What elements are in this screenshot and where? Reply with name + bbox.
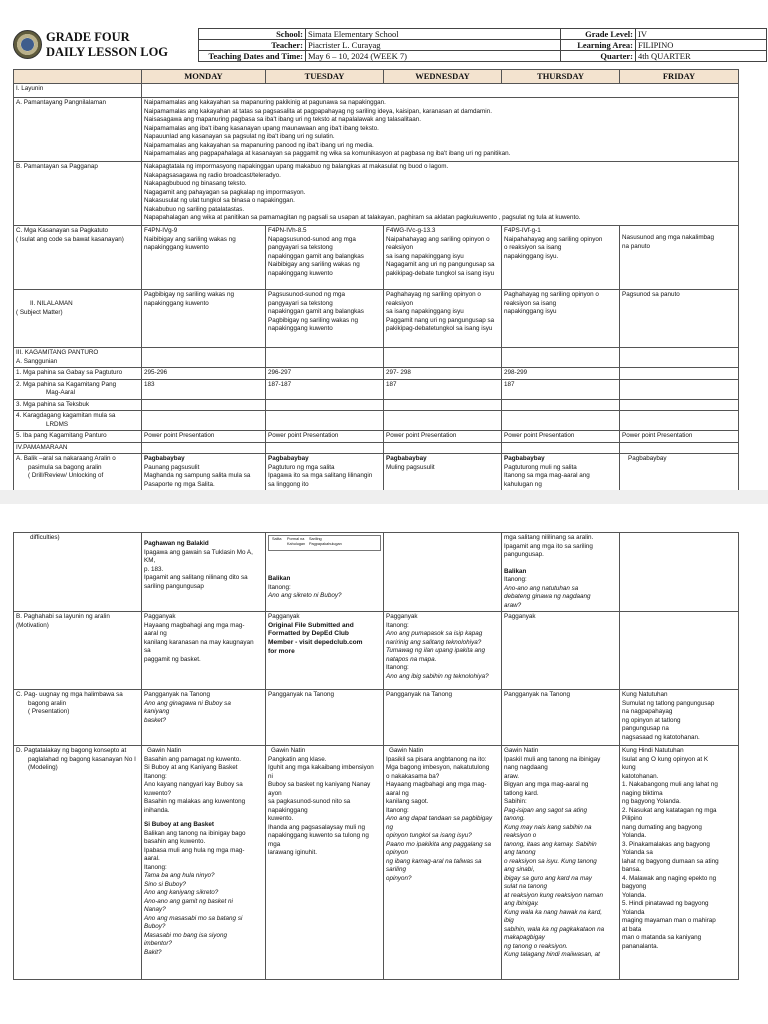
page-one (0, 0, 768, 490)
title-dll: DAILY LESSON LOG (46, 45, 169, 59)
nilalaman-friday: Pagsunod sa panuto (620, 290, 739, 348)
row-pamamaraan (14, 442, 739, 454)
row-teksbuk (14, 399, 739, 411)
page-two (0, 504, 768, 1024)
dates-value: May 6 – 10, 2024 (WEEK 7) (306, 51, 561, 62)
nilalaman-thursday: Paghahayag ng sariling opinyon o reaksiyon sa isang napakinggang isyu (502, 290, 620, 348)
page-gap (0, 490, 768, 504)
kasanayan-monday: F4PN-IVg-9 Naibibigay ang sariling wakas ng napakinggang kuwento (142, 226, 266, 290)
gabay-wednesday: 297- 298 (384, 368, 502, 380)
kasanayan-tuesday: F4PN-IVh-8.5 Napagsusunod-sunod ang mga pangyayari sa tekstong napakinggan gamit ang balangkas Naibibigay ang sariling wakas ng napakinggang kuwento (266, 226, 384, 290)
teacher-label: Teacher: (199, 40, 306, 51)
paghahabi-tuesday: Pagganyak Original File Submitted and Formatted by DepEd Club Member - visit depedclub.com for more (266, 612, 384, 690)
teacher-value: Piacrister L. Curayag (306, 40, 561, 51)
row-kagamitan (14, 348, 739, 368)
kagamitan-label: III. KAGAMITANG PANTURO A. Sanggunian (14, 348, 142, 368)
kasanayan-thursday: F4PS-IVf-g-1 Naipahahayag ang sariling opinyon o reaksiyon sa isang napakinggang isyu. (502, 226, 620, 290)
magaaral-monday: 183 (142, 379, 266, 399)
pagtatalakay-label: D. Pagtatalakay ng bagong konsepto at paglalahad ng bagong kasanayan No I (Modeling) (14, 746, 142, 980)
school-label: School: (199, 29, 306, 40)
row-kasanayan (14, 226, 739, 290)
karagdagang-label: 4. Karagdagang kagamitan mula sa LRDMS (14, 411, 142, 431)
pagtatalakay-tuesday: Gawin Natin Pangkatin ang klase. Iguhit ang mga kakaibang imbensiyon ni Buboy sa basket ng kaniyang Nanay ayon sa pagkasunod-sunod nito sa napakinggang kuwento. Ihanda ang pagsasalaysay muli ng napakinggang kuwento sa tulong ng mga larawang iginuhit. (266, 746, 384, 980)
gabay-friday (620, 368, 739, 380)
iba-monday: Power point Presentation (142, 431, 266, 443)
row-pagganap (14, 162, 739, 226)
gabay-tuesday: 296-297 (266, 368, 384, 380)
row-magaaral (14, 379, 739, 399)
row-pagtatalakay (14, 746, 739, 980)
day-wednesday: WEDNESDAY (384, 70, 502, 84)
paghahabi-monday: Pagganyak Hayaang magbahagi ang mga mag- aaral ng kanilang karanasan na may kaugnayan sa paggamit ng basket. (142, 612, 266, 690)
day-header-row (14, 70, 739, 84)
day-monday: MONDAY (142, 70, 266, 84)
nilalaman-label: II. NILALAMAN ( Subject Matter) (14, 290, 142, 348)
paghahabi-label: B. Paghahabi sa layunin ng aralin (Motivation) (14, 612, 142, 690)
teksbuk-label: 3. Mga pahina sa Teksbuk (14, 399, 142, 411)
pagganap-label: B. Pamantayan sa Pagganap (14, 162, 142, 226)
row-karagdagang (14, 411, 739, 431)
magaaral-tuesday: 187-187 (266, 379, 384, 399)
balik-thursday-cont: mga salitang nililinang sa aralin. Ipagamit ang mga ito sa sariling pangungusap. Balikan Itanong: Ano-ano ang natutuhan sa debateng ginawa ng nagdaang araw? (502, 533, 620, 612)
area-label: Learning Area: (561, 40, 636, 51)
corner-cell (14, 70, 142, 84)
nilalaman-monday: Pagbibigay ng sariling wakas ng napakinggang kuwento (142, 290, 266, 348)
kasanayan-label: C. Mga Kasanayan sa Pagkatuto ( Isulat ang code sa bawat kasanayan) (14, 226, 142, 290)
balik-monday: Pagbabaybay Paunang pagsusulit Maghanda ng sampung salita mula sa Pasaporte ng mga Salita. (142, 454, 266, 498)
magaaral-friday (620, 379, 739, 399)
row-layunin (14, 84, 739, 98)
pangnilalaman-label: A. Pamantayang Pangnilalaman (14, 98, 142, 162)
kasanayan-friday: Nasusunod ang mga nakalimbag na panuto (620, 226, 739, 290)
balik-wednesday: Pagbabaybay Muling pagsusulit (384, 454, 502, 498)
pamamaraan-label: IV.PAMAMARAAN (14, 442, 142, 454)
pagugnay-friday: Kung Natutuhan Sumulat ng tatlong pangungusap na nagpapahayag ng opinyon at tatlong pangungusap na nagsasaad ng katotohanan. (620, 690, 739, 746)
row-pangnilalaman (14, 98, 739, 162)
meta-table (198, 28, 767, 62)
iba-wednesday: Power point Presentation (384, 431, 502, 443)
pagtatalakay-friday: Kung Hindi Natutuhan Isulat ang O kung opinyon at K kung katotohanan. 1. Nakabangong muli ang lahat ng naging biktima ng bagyong Yolanda. 2. Nasukat ang katatagan ng mga Pilipino nang dumating ang bagyong Yolanda. 3. Pinakamalakas ang bagyong Yolanda sa lahat ng bagyong dumaan sa ating bansa. 4. Malawak ang naging epekto ng bagyong Yolanda. 5. Hindi pinatawad ng bagyong Yolanda maging mayaman man o mahirap at bata man o matanda sa kaniyang pananalanta. (620, 746, 739, 980)
iba-tuesday: Power point Presentation (266, 431, 384, 443)
layunin-label: I. Layunin (14, 84, 142, 98)
pagganap-text: Nakapagtatala ng impormasyong napakinggan upang makabuo ng balangkas at makasulat ng buod o lagom. Nakapagsasagawa ng radio broadcast/teleradyo. Nakapagbubuod ng binasang teksto. Nagagamit ang pahayagan sa pagkalap ng impormasyon. Nakasusulat ng ulat tungkol sa binasa o napakinggan. Nakabubuo ng sariling patalatastas. Napapahalagan ang wika at panitikan sa pamamagitan ng pagsali sa usapan at talakayan, paghiram sa aklatan pagkukuwento , pagsulat ng tula at kuwento. (142, 162, 739, 226)
balik-friday: Pagbabaybay (620, 454, 739, 498)
quarter-label: Quarter: (561, 51, 636, 62)
row-iba (14, 431, 739, 443)
pagtatalakay-thursday: Gawin Natin Ipaskil muli ang tanong na ibinigay nang nagdaang araw. Bigyan ang mga mag-aaral ng tatlong kard. Sabihin: Pag-isipan ang sagot sa ating tanong. Kung may nais kang sabihin na reaksiyon o tanong, itaas ang kamay. Sabihin ang tanong o reaksiyon sa isyu. Kung tanong ang sinabi, ibigay sa guro ang kard na may sulat na tanong at reaksiyon kung reaksiyon naman ang ibinigay. Kung wala ka nang hawak na kard, ibig sabihin, wala ka ng pagkakataon na makapagbigay ng tanong o reaksiyon. Kung talagang hindi maiiwasan, at (502, 746, 620, 980)
balik-thursday: Pagbabaybay Pagtuturong muli ng salita Itanong sa mga mag-aaral ang kahulugan ng (502, 454, 620, 498)
vocabulary-table: Salita Pormal na Kahulugan Sariling Pagpapakahulugan (268, 535, 381, 551)
gabay-label: 1. Mga pahina sa Gabay sa Pagtuturo (14, 368, 142, 380)
balik-label: A. Balik –aral sa nakaraang Aralin o pasimula sa bagong aralin ( Drill/Review/ Unlocking of (14, 454, 142, 498)
row-balik-aral-cont (14, 533, 739, 612)
pagugnay-tuesday: Pangganyak na Tanong (266, 690, 384, 746)
nilalaman-tuesday: Pagsusunod-sunod ng mga pangyayari sa tekstong napakinggan gamit ang balangkas Pagbibigay ng sariling wakas ng napakinggang kuwento (266, 290, 384, 348)
iba-thursday: Power point Presentation (502, 431, 620, 443)
gabay-monday: 295-296 (142, 368, 266, 380)
day-thursday: THURSDAY (502, 70, 620, 84)
pagtatalakay-monday: Gawin Natin Basahin ang pamagat ng kuwento. Si Buboy at ang Kaniyang Basket Itanong: Ano kayang nangyari kay Buboy sa kuwento? Basahin ng malakas ang kuwentong inihanda. Si Buboy at ang Basket Balikan ang tanong na ibinigay bago basahin ang kuwento. Ipabasa muli ang hula ng mga mag- aaral. Itanong: Tama ba ang hula ninyo? Sino si Buboy? Ano ang kaniyang sikreto? Ano-ano ang gamit ng basket ni Nanay? Ano ang masasabi mo sa batang si Buboy? Masasabi mo bang isa siyong imbentor? Bakit? (142, 746, 266, 980)
title-grade: GRADE FOUR (46, 30, 130, 44)
quarter-value: 4th QUARTER (636, 51, 767, 62)
paghahabi-wednesday: Pagganyak Itanong: Ano ang pumapasok sa isip kapag naririnig ang salitang teknolohiya? Tumawag ng ilan upang ipakita ang natapos na mapa. Itanong: Ano ang ibig sabihin ng teknolohiya? (384, 612, 502, 690)
magaaral-label: 2. Mga pahina sa Kagamitang Pang Mag-Aaral (14, 379, 142, 399)
pagugnay-wednesday: Pangganyak na Tanong (384, 690, 502, 746)
day-friday: FRIDAY (620, 70, 739, 84)
balik-tuesday-cont: Salita Pormal na Kahulugan Sariling Pagpapakahulugan Balikan Itanong: Ano ang sikreto ni Buboy? (266, 533, 384, 612)
nilalaman-wednesday: Paghahayag ng sariling opinyon o reaksiyon sa isang napakinggang isyu Paggamit nang uri ng pangungusap sa pakikipag-debatetungkol sa isang isyu (384, 290, 502, 348)
iba-label: 5. Iba pang Kagamitang Panturo (14, 431, 142, 443)
kasanayan-wednesday: F4WG-IVc-g-13.3 Naipahahayag ang sariling opinyon o reaksiyon sa isang napakinggang isyu Nagagamit ang uri ng pangungusap sa pakikipag-debate tungkol sa isang isyu (384, 226, 502, 290)
row-nilalaman (14, 290, 739, 348)
balik-label-cont: difficulties) (14, 533, 142, 612)
lesson-table-page2 (13, 532, 739, 980)
area-value: FILIPINO (636, 40, 767, 51)
deped-seal-icon (13, 30, 42, 59)
dates-label: Teaching Dates and Time: (199, 51, 306, 62)
magaaral-wednesday: 187 (384, 379, 502, 399)
balik-tuesday: Pagbabaybay Pagtuturo ng mga salita Ipagawa ito sa mga salitang lilinangin sa linggong ito (266, 454, 384, 498)
paghahabi-thursday: Pagganyak (502, 612, 620, 690)
row-paghahabi (14, 612, 739, 690)
grade-value: IV (636, 29, 767, 40)
row-pagugnay (14, 690, 739, 746)
pagtatalakay-wednesday: Gawin Natin Ipasikil sa pisara angbtanong na ito: Mga bagong imbesyon, nakatutulong o nakakasama ba? Hayaang magbahagi ang mga mag- aaral ng kanilang sagot. Itanong: Ano ang dapat tandaan sa pagbibigay ng opinyon tungkol sa isang isyu? Paano mo ipakikita ang paggalang sa opinyon ng ibang kamag-aral na taliwas sa sariling opinyon? (384, 746, 502, 980)
gabay-thursday: 298-299 (502, 368, 620, 380)
grade-label: Grade Level: (561, 29, 636, 40)
iba-friday: Power point Presentation (620, 431, 739, 443)
pagugnay-monday: Pangganyak na Tanong Ano ang ginagawa ni Buboy sa kaniyang basket? (142, 690, 266, 746)
lesson-table-page1 (13, 69, 739, 498)
day-tuesday: TUESDAY (266, 70, 384, 84)
pagugnay-label: C. Pag- uugnay ng mga halimbawa sa bagong aralin ( Presentation) (14, 690, 142, 746)
balik-monday-cont: Paghawan ng Balakid Ipagawa ang gawain sa Tuklasin Mo A, KM, p. 183. Ipagamit ang salitang nilinang dito sa sariling pangungusap (142, 533, 266, 612)
magaaral-thursday: 187 (502, 379, 620, 399)
pangnilalaman-text: Naipamamalas ang kakayahan sa mapanuring pakikinig at pagunawa sa napakinggan. Naipamamalas ang kakayahan at tatas sa pagsasalita at pagpapahayag ng sariling ideya, kaisipan, karanasan at damdamin. Naisasagawa ang mapanuring pagbasa sa iba't ibang uri ng teksto at napalalawak ang talasalitaan. Naipamamalas ang iba't ibang kasanayan upang maunawaan ang iba't ibang teksto. Napauunlad ang kasanayan sa pagsulat ng iba't ibang uri ng sulatin. Naipamamalas ang kakayahan sa mapanuring panood ng iba't ibang uri ng media. Naipamamalas ang pagpapahalaga at kasanayan sa paggamit ng wika sa komunikasyon at pagbasa ng iba't ibang uri ng panitikan. (142, 98, 739, 162)
pagugnay-thursday: Pangganyak na Tanong (502, 690, 620, 746)
school-value: Simata Elementary School (306, 29, 561, 40)
row-gabay (14, 368, 739, 380)
